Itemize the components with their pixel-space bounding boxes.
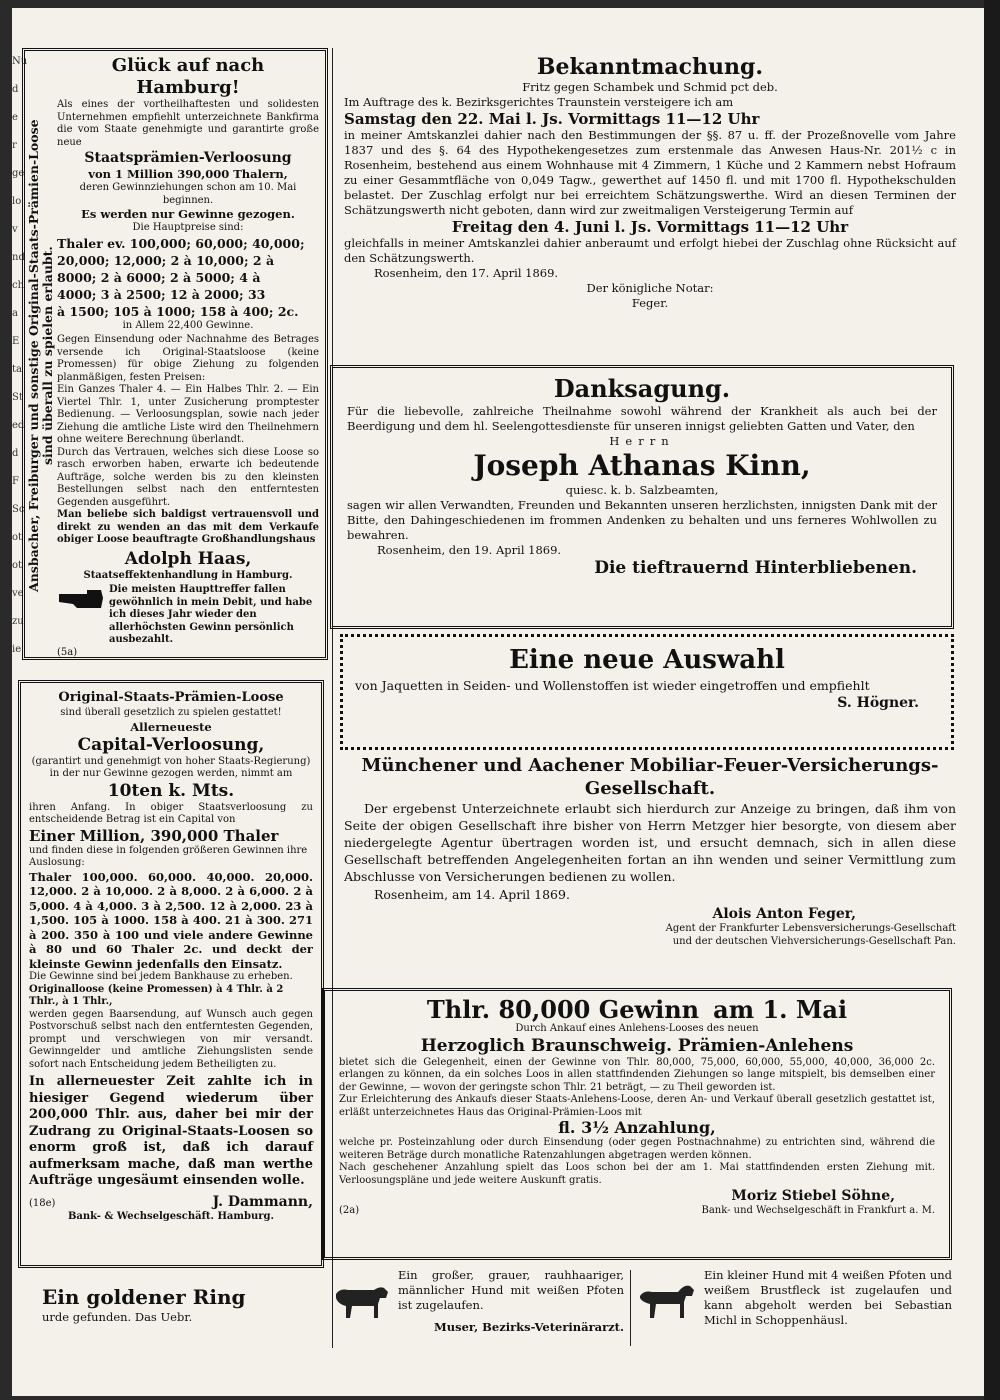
prize-line-3: 8000; 2 à 6000; 2 à 5000; 4 à (57, 269, 261, 285)
draw-note: deren Gewinnziehungen schon am 10. Mai beginnen. (79, 182, 297, 206)
newspaper-page (12, 8, 984, 1396)
ring-title: Ein goldener Ring (42, 1285, 246, 1309)
dog-ad-right (634, 1268, 956, 1348)
edge-fragment: ed (12, 420, 25, 431)
thanks-signature: Die tieftrauernd Hinterbliebenen. (594, 558, 917, 578)
paid-text: In allerneuester Zeit zahlte ich in hiesiger Gegend wiederum über 200,000 Thlr. aus, daher bei mir der Zudrang zu Original-Staats-Loosen so enorm groß ist, daß ich darauf aufmerksam mache, daß man werthe Aufträge ungesäumt einsenden wolle. (29, 1074, 313, 1188)
page-edge (984, 0, 1000, 1400)
notice-date1: Samstag den 22. Mai l. Js. Vormittags 11—12 Uhr (344, 110, 760, 128)
thanks-place-date: Rosenheim, den 19. April 1869. (377, 543, 562, 557)
edge-fragment: ot (12, 532, 23, 543)
lottery-amount: von 1 Million 390,000 Thalern, (88, 167, 288, 181)
thanks-title: Danksagung. (553, 374, 731, 403)
start-text: ihren Anfang. In obiger Staatsverloosung zu entscheidende Betrag ist ein Capital von (29, 801, 313, 825)
auswahl-ad (340, 634, 954, 750)
prizes-text: Thaler 100,000. 60,000. 40,000. 20,000. 12,000. 2 à 10,000. 2 à 8,000. 2 à 6,000. 2 à 5,000. 4 à 4,000. 3 à 2,500. 12 à 2,000. 23 à 1,500. 105 à 1000. 158 à 400. 21 à 300. 271 à 200. 350 à 100 und viele andere Gewinne à 80 und 60 Thaler 2c. und deckt der kleinste Gewinn jedenfalls den Einsatz. (29, 869, 313, 971)
notice-date2: Freitag den 4. Juni l. Js. Vormittags 11—12 Uhr (451, 218, 849, 236)
thanks-text2: sagen wir allen Verwandten, Freunden und Bekannten unseren herzlichsten, innigsten Dank mit der Bitte, den Dahingeschiedenen im frommen Andenken zu behalten und uns ferneres Wohlwollen zu bewahren. (347, 498, 937, 542)
headline-b: am 1. Mai (713, 995, 848, 1024)
auswahl-signature: S. Högner. (837, 695, 919, 711)
dog-left-signature: Muser, Bezirks-Veterinärarzt. (434, 1320, 624, 1334)
hand-text: Die meisten Haupttreffer fallen gewöhnlich in mein Debit, und habe ich dieses Jahr wieder den allerhöchsten Gewinn persönlich ausbezahlt. (109, 584, 313, 645)
lottery-name: Capital-Verloosung, (77, 734, 265, 755)
dog-divider (630, 1270, 631, 1346)
notice-title: Bekanntmachung. (536, 54, 764, 80)
deceased-position: quiesc. k. b. Salzbeamten, (565, 483, 719, 497)
edge-fragment: d (12, 448, 19, 459)
loan-downpay: fl. 3½ Anzahlung, (558, 1118, 716, 1137)
insurance-role1: Agent der Frankfurter Lebensversicherungs-Gesellschaft (665, 923, 956, 934)
edge-fragment: a (12, 308, 18, 319)
insurance-place-date: Rosenheim, am 14. April 1869. (374, 887, 570, 902)
dog-icon (634, 1274, 698, 1324)
firm-name: Adolph Haas, (124, 548, 252, 569)
order-text: Gegen Einsendung oder Nachnahme des Betrages versende ich Original-Staatsloose (keine Promessen) für obige Ziehung zu folgenden planmäßigen, festen Preisen: (57, 334, 319, 383)
ad-code: (18e) (29, 1197, 56, 1209)
newest-label: Allerneueste (130, 719, 212, 734)
edge-fragment: e (12, 112, 18, 123)
loan-text: bietet sich die Gelegenheit, einen der Gewinne von Thlr. 80,000, 75,000, 60,000, 55,000, 40,000, 36,000 2c. erlangen zu können, da ein solches Loos in allen stattfindenden Ziehungen so lange mitspielt, bis demselben einer der Gewinne, — wovon der geringste schon Thlr. 21 beträgt, — zu Theil geworden ist. (339, 1056, 935, 1093)
edge-fragment: ie (12, 644, 22, 655)
lottery-ad-dammann (18, 680, 324, 1268)
dog-ad-left (328, 1268, 628, 1348)
guarantee: (garantirt und genehmigt von hoher Staats-Regierung) in der nur Gewinne gezogen werden, nimmt am (31, 755, 311, 779)
capital: Einer Million, 390,000 Thaler (29, 826, 279, 845)
thanks-herrn: Herrn (609, 434, 675, 448)
notice: Es werden nur Gewinne gezogen. (81, 207, 295, 221)
insurance-name: Alois Anton Feger, (712, 906, 856, 922)
edge-fragment: E (12, 336, 20, 347)
loan-firm-name: Moriz Stiebel Söhne, (731, 1188, 895, 1204)
headline-a: Thlr. 80,000 Gewinn (426, 995, 700, 1024)
edge-fragment: v (12, 224, 18, 235)
call-text: Man beliebe sich baldigst vertrauensvoll und direkt zu wenden an das mit dem Verkaufe obiger Loose beauftragte Großhandlungshaus (57, 509, 319, 545)
danksagung-ad (330, 365, 954, 629)
loan-easing: Zur Erleichterung des Ankaufs dieser Staats-Anlehens-Loose, deren An- und Verkauf überall gesetzlich gestattet ist, erläßt unterzeichnetes Haus das Original-Prämien-Loos mit (339, 1094, 935, 1118)
prices-text: Ein Ganzes Thaler 4. — Ein Halbes Thlr. 2. — Ein Viertel Thlr. 1, unter Zusicherung promptester Bedienung. — Verloosungsplan, sowie nach jeder Ziehung die amtliche Liste wird den Theilnehmern ohne weitere Berechnung überlandt. (57, 384, 319, 445)
notice-line1: Im Auftrage des k. Bezirksgerichtes Traunstein versteigere ich am (344, 95, 734, 109)
loan-text3: Nach geschehener Anzahlung spielt das Loos schon bei der am 1. Mai stattfindenden ersten Ziehung mit. Verloosungspläne und jede weitere Auskunft gratis. (339, 1162, 935, 1186)
auswahl-title: Eine neue Auswahl (509, 645, 785, 675)
loan-name: Herzoglich Braunschweig. Prämien-Anlehens (420, 1035, 854, 1056)
braunschweig-ad (322, 988, 952, 1260)
ad-title: Original-Staats-Prämien-Loose (58, 690, 284, 705)
edge-fragment: r (12, 140, 17, 151)
prize-line-2: 20,000; 12,000; 2 à 10,000; 2 à (57, 252, 275, 268)
dog-right-text: Ein kleiner Hund mit 4 weißen Pfoten und weißem Brustfleck ist zugelaufen und kann abgeholt werden bei Sebastian Michl in Schoppenhäusl. (704, 1268, 952, 1327)
notice-signature: Feger. (631, 296, 669, 310)
notice-body: in meiner Amtskanzlei dahier nach den Bestimmungen der §§. 87 u. ff. der Prozeßnovelle vom Jahre 1837 und des §. 64 des Hypothekengesetzes zum erstenmale das Anwesen Haus-Nr. 201½ c in Rosenheim, bestehend aus einem Wohnhause mit 4 Zimmern, 1 Küche und 2 Kammern nebst Hofraum zu einer Gesammtfläche von 0,049 Tagw., gewerthet auf 1450 fl. und mit 1700 fl. Hypothekschulden belastet. Der Zuschlag erfolgt nur bei erreichtem Schätzungswerthe. Wird an diesen Terminen der Schätzungswerth nicht geboten, dann wird zur zweitmaligen Versteigerung Termin auf (344, 128, 956, 217)
draw-date: 10ten k. Mts. (107, 780, 235, 801)
loan-intro: Durch Ankauf eines Anlehens-Looses des neuen (515, 1023, 759, 1034)
insurance-role2: und der deutschen Viehversicherungs-Gesellschaft Pan. (672, 935, 956, 947)
ring-text: urde gefunden. Das Uebr. (42, 1310, 193, 1324)
original-cont: werden gegen Baarsendung, auf Wunsch auch gegen Postvorschuß selbst nach den entferntesten Gegenden, prompt und verschwiegen von mir versandt. Gewinngelder und amtliche Ziehungslisten sende sofort nach Entscheidung jedem Betheiligten zu. (29, 1008, 313, 1070)
find-text: und finden diese in folgenden größeren Gewinnen ihre Auslosung: (29, 844, 308, 868)
edge-fragment: ve (12, 588, 24, 599)
edge-fragment: ch (12, 280, 25, 291)
ring-ad (42, 1284, 322, 1344)
edge-fragment: F (12, 476, 19, 487)
auswahl-text: von Jaquetten in Seiden- und Wollenstoffen ist wieder eingetroffen und empfiehlt (355, 678, 870, 693)
firm-name: J. Dammann, (212, 1193, 313, 1210)
edge-fragment: Sc (12, 504, 25, 515)
ad-code: (5a) (57, 646, 78, 658)
deceased-name: Joseph Athanas Kinn, (473, 449, 811, 482)
edge-fragment: zu (12, 616, 24, 627)
notice-role: Der königliche Notar: (586, 281, 714, 295)
loan-code: (2a) (339, 1205, 360, 1216)
trust-text: Durch das Vertrauen, welches sich diese Loose so rasch erworben haben, erwarte ich bedeutende Aufträge, solche werden bis zu den kleinsten Bestellungen selbst nach den entferntesten Gegenden ausgeführt. (57, 446, 319, 508)
edge-fragment: lo (12, 196, 22, 207)
insurance-text: Der ergebenst Unterzeichnete erlaubt sich hierdurch zur Anzeige zu bringen, daß ihm von Seite der obigen Gesellschaft ihre bisher von Herrn Metzger hier besorgte, von diesem aber niedergelegte Agentur übertragen worden ist, und ersucht demnach, sich in allen diese Gesellschaft betreffenden Angelegenheiten fortan an ihn wenden und seiner Vermittlung zum Abschlusse von Versicherungen bedienen zu wollen. (344, 801, 956, 884)
edge-fragment: ta (12, 364, 22, 375)
bekanntmachung-ad (344, 54, 956, 364)
loan-firm-desc: Bank- und Wechselgeschäft in Frankfurt a. M. (701, 1205, 935, 1216)
original-prices: Originalloose (keine Promessen) à 4 Thlr. à 2 Thlr., à 1 Thlr., (29, 983, 284, 1007)
ad-intro: Als eines der vortheilhaftesten und solidesten Unternehmen empfiehlt unterzeichnete Bankfirma die vom Staate genehmigte und garantirte große neue (57, 99, 319, 148)
firm-desc: Bank- & Wechselgeschäft. Hamburg. (67, 1210, 274, 1222)
edge-fragment: Nu (12, 56, 28, 67)
loan-text2: welche pr. Posteinzahlung oder durch Einsendung (oder gegen Postnachnahme) zu entrichten sind, während die weiteren Beträge durch monatliche Ratenzahlungen abgetragen werden können. (339, 1137, 935, 1161)
notice-body2: gleichfalls in meiner Amtskanzlei dahier anberaumt und erfolgt hiebei der Zuschlag ohne Rücksicht auf den Schätzungswerth. (344, 236, 956, 265)
insurance-title: Münchener und Aachener Mobiliar-Feuer-Versicherungs-Gesellschaft. (361, 755, 939, 799)
prize-line-5: à 1500; 105 à 1000; 158 à 400; 2c. (57, 303, 299, 319)
lottery-name: Staatsprämien-Verloosung (84, 150, 292, 166)
lottery-ad-haas (22, 48, 328, 660)
prize-line-4: 4000; 3 à 2500; 12 à 2000; 33 (57, 286, 266, 302)
dog-icon (328, 1274, 392, 1324)
vertical-note: Ansbacher, Freiburger und sonstige Original-Staats-Prämien-Loose sind überall zu spielen erlaubt. (26, 119, 55, 593)
ad-subtitle: sind überall gesetzlich zu spielen gestattet! (60, 707, 282, 718)
edge-fragment: d (12, 84, 19, 95)
edge-fragment: St (12, 392, 23, 403)
prizes-heading: Die Hauptpreise sind: (132, 222, 244, 233)
edge-fragment: ge (12, 168, 25, 179)
prize-total: in Allem 22,400 Gewinne. (122, 319, 254, 331)
thanks-text: Für die liebevolle, zahlreiche Theilnahme sowohl während der Krankheit als auch bei der Beerdigung und dem hl. Seelengottesdienste für unseren innigst geliebten Gatten und Vater, den (347, 404, 937, 433)
ad-title: Glück auf nach Hamburg! (111, 55, 265, 98)
pointing-hand-icon (57, 584, 105, 614)
prize-line-1: Thaler ev. 100,000; 60,000; 40,000; (57, 235, 305, 251)
notice-place-date: Rosenheim, den 17. April 1869. (374, 266, 559, 280)
notice-parties: Fritz gegen Schambek und Schmid pct deb. (522, 80, 778, 94)
dog-left-text: Ein großer, grauer, rauhhaariger, männlicher Hund mit weißen Pfoten ist zugelaufen. (398, 1268, 624, 1312)
edge-fragment: ot (12, 560, 23, 571)
versicherung-ad (344, 754, 956, 986)
edge-fragment: nd (12, 252, 25, 263)
bank-note: Die Gewinne sind bei jedem Bankhause zu erheben. (29, 971, 293, 982)
firm-desc: Staatseffektenhandlung in Hamburg. (83, 569, 293, 581)
